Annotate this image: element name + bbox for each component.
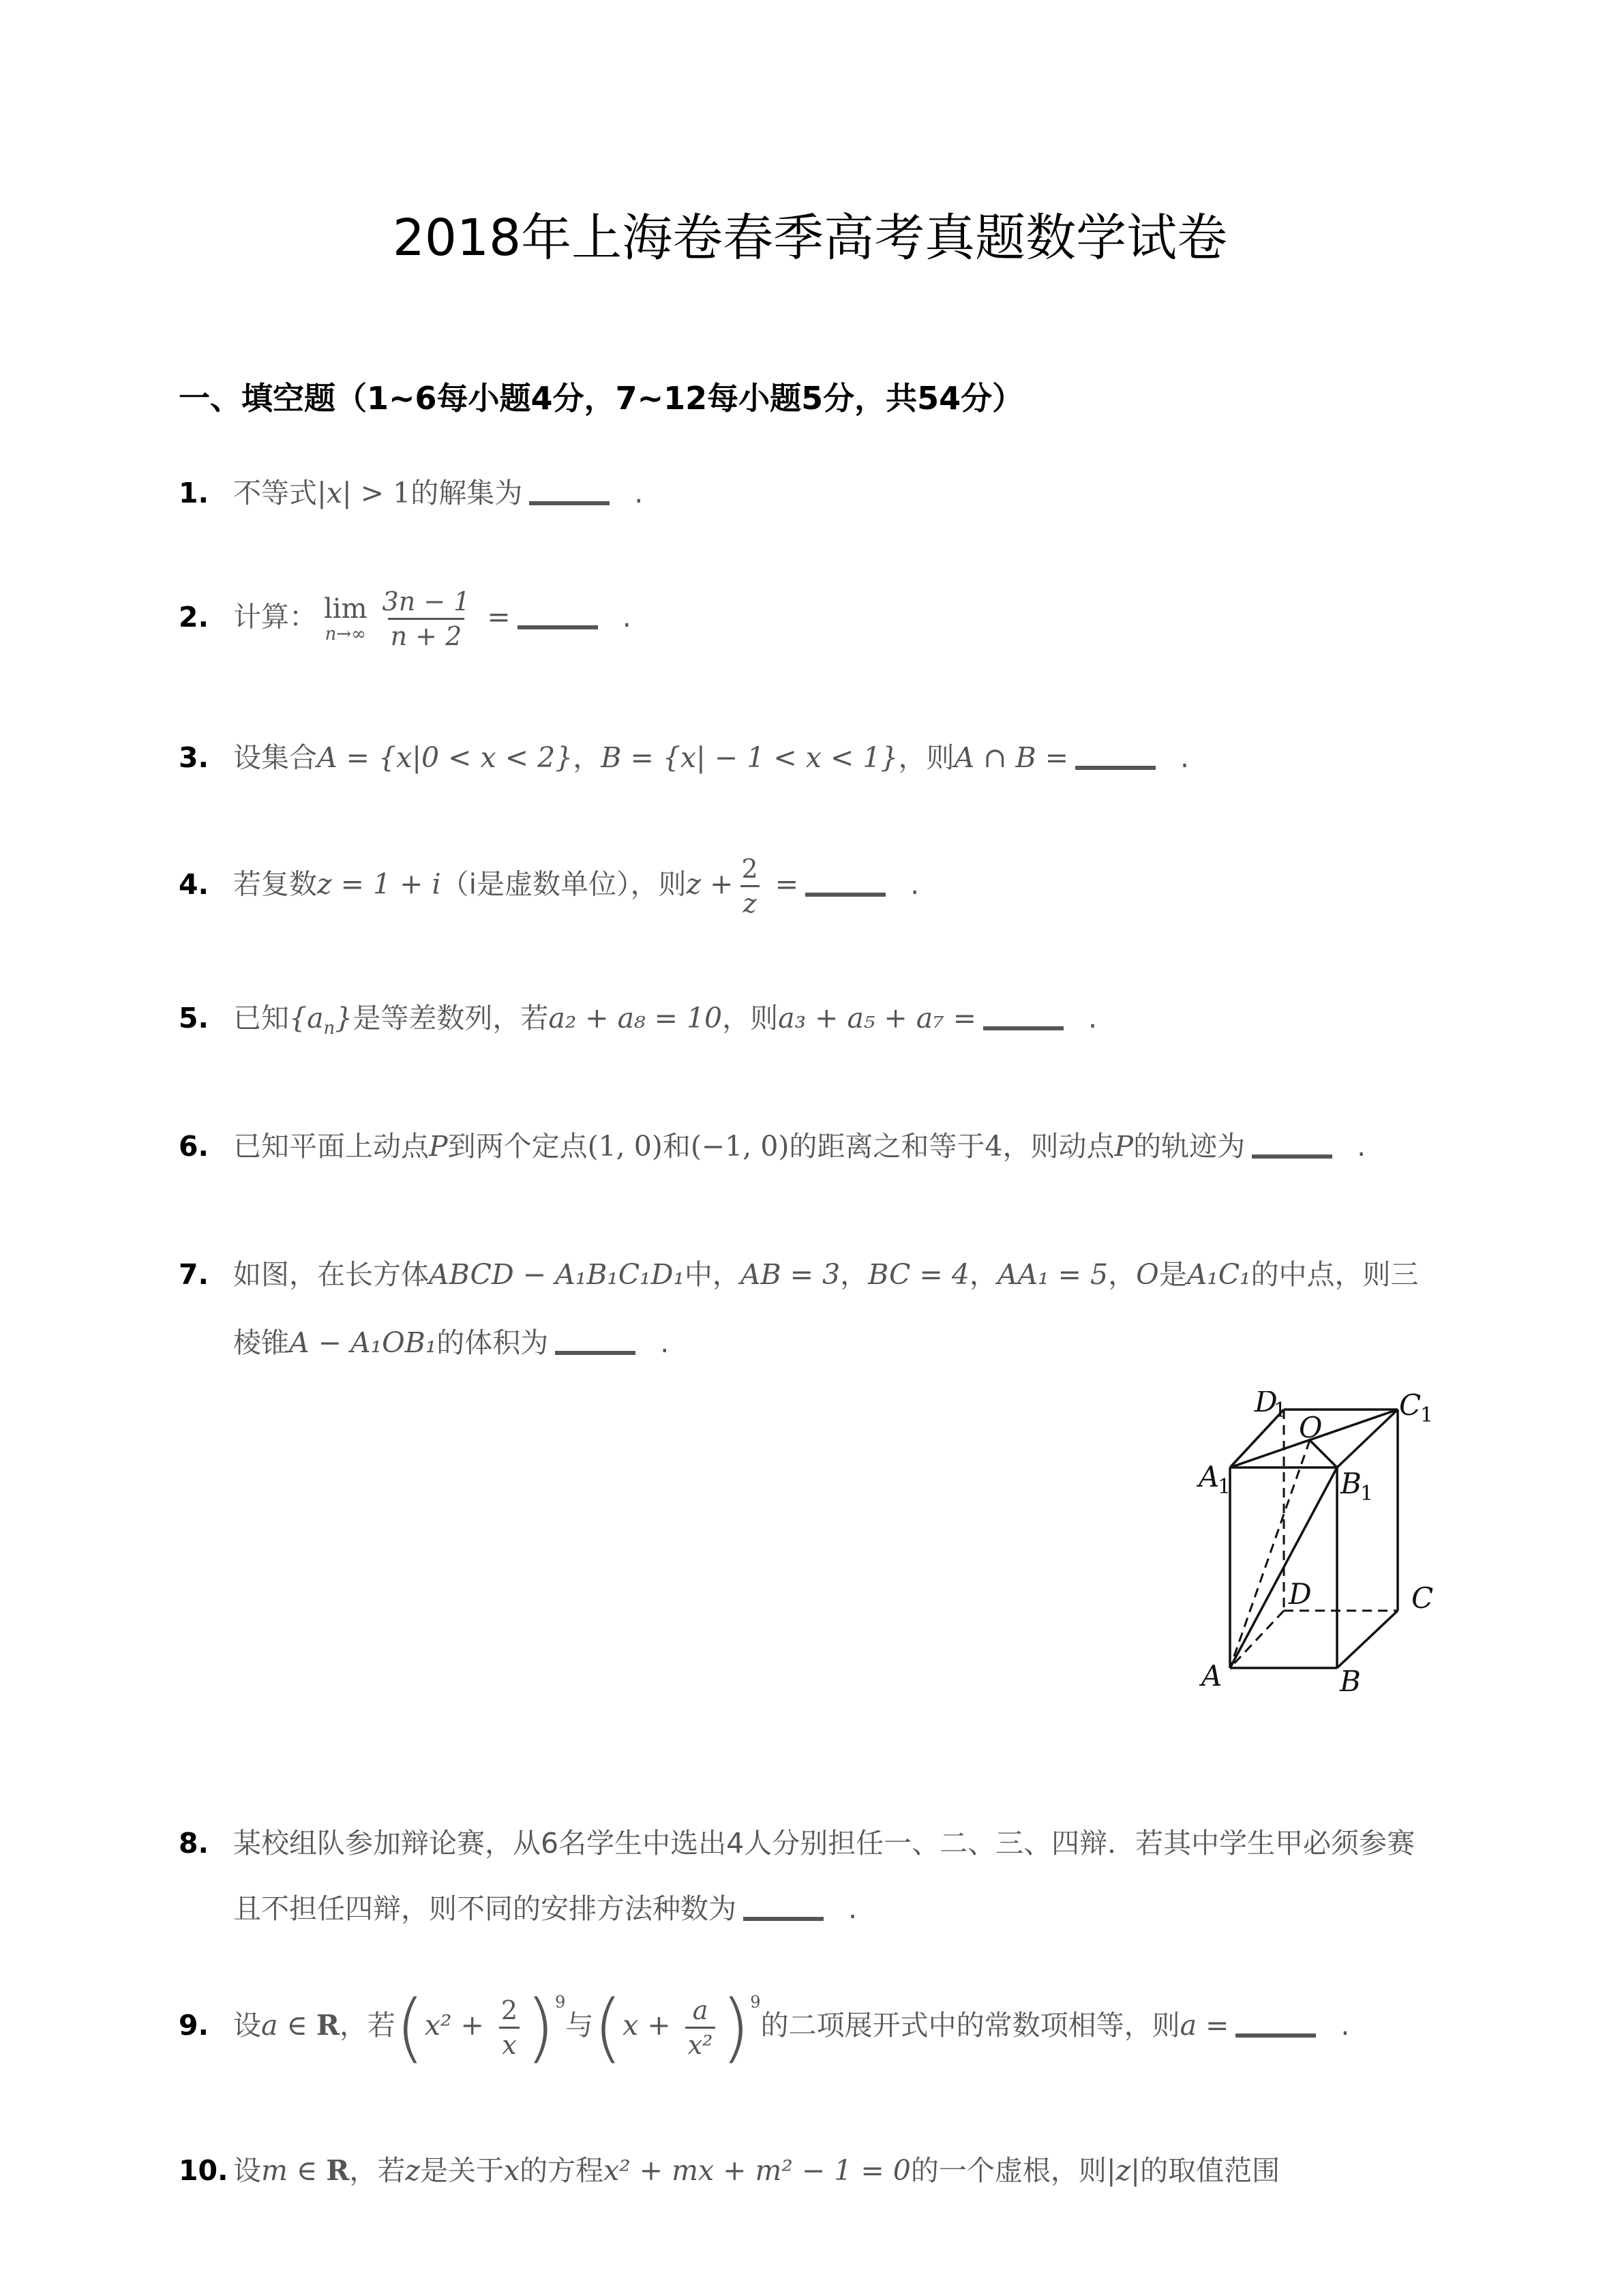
answer-blank[interactable] xyxy=(983,1026,1064,1030)
answer-blank[interactable] xyxy=(805,893,886,897)
fraction: $\frac{2}{z}$ xyxy=(741,854,758,919)
page-title: 2018年上海卷春季高考真题数学试卷 xyxy=(392,209,1228,267)
svg-text:1: 1 xyxy=(1360,1482,1374,1506)
answer-blank[interactable] xyxy=(743,1917,824,1921)
question-4: 4. 若复数z = 1 + i（i是虚数单位），则z + $\frac{2}{z}$ = . xyxy=(179,854,920,919)
svg-text:O: O xyxy=(1299,1411,1323,1444)
section-heading: 一、填空题（1~6每小题4分，7~12每小题5分，共54分） xyxy=(179,380,1024,417)
answer-blank[interactable] xyxy=(1075,766,1156,770)
svg-text:D: D xyxy=(1255,1391,1278,1418)
limit-expression: lim n→∞ xyxy=(324,593,368,644)
question-number: 2. xyxy=(179,600,209,633)
svg-text:C: C xyxy=(1411,1581,1434,1615)
question-number: 6. xyxy=(179,1130,209,1163)
fraction: $\frac{a}{\text{x²}}$ xyxy=(685,1994,716,2061)
question-7: 7. 如图，在长方体ABCD − A₁B₁C₁D₁中，AB = 3，BC = 4，AA₁ = 5，O是A₁C₁的中点，则三 棱锥A − A₁OB₁的体积为 . xyxy=(179,1258,1419,1359)
question-number: 10. xyxy=(179,2154,228,2187)
cuboid-figure xyxy=(1186,1391,1459,1732)
question-5: 5. 已知$\{a_n\}$是等差数列，若a₂ + a₈ = 10，则a₃ + a₅ + a₇ = . xyxy=(179,1002,1098,1039)
fraction: $\frac{2}{x}$ xyxy=(498,1994,520,2061)
svg-text:B: B xyxy=(1340,1467,1362,1500)
answer-blank[interactable] xyxy=(518,625,598,629)
question-number: 4. xyxy=(179,867,209,901)
question-number: 7. xyxy=(179,1258,209,1291)
svg-text:B: B xyxy=(1340,1665,1361,1698)
question-number: 8. xyxy=(179,1827,209,1860)
question-9: 9. 设a ∈ R，若(x² + $\frac{2}{x}$ )$^9$与(x + $\frac{a}{\text{x²}}$ )$^9$的二项展开式中的常数项相等，则a = . xyxy=(179,1984,1350,2071)
svg-text:A: A xyxy=(1201,1659,1222,1693)
svg-text:1: 1 xyxy=(1274,1399,1287,1422)
question-7-line-2: 棱锥A − A₁OB₁的体积为 . xyxy=(233,1326,670,1359)
answer-blank[interactable] xyxy=(1235,2033,1316,2038)
answer-blank[interactable] xyxy=(1252,1154,1332,1159)
question-2: 2. 计算： lim n→∞ $\frac{3n - 1}{n + 2}$ = . xyxy=(179,586,631,651)
svg-text:1: 1 xyxy=(1420,1403,1434,1427)
question-number: 1. xyxy=(179,477,209,509)
svg-text:D: D xyxy=(1289,1577,1312,1611)
question-8: 8. 某校组队参加辩论赛，从6名学生中选出4人分别担任一、二、三、四辩．若其中学生甲必须参赛 且不担任四辩，则不同的安排方法种数为 . xyxy=(179,1827,1415,1925)
question-1: 1. 不等式|x| > 1的解集为 . xyxy=(179,477,644,509)
question-number: 9. xyxy=(179,2009,209,2042)
svg-text:1: 1 xyxy=(1218,1475,1231,1499)
question-3: 3. 设集合A = {x|0 < x < 2}，B = {x| − 1 < x < 1}，则A ∩ B = . xyxy=(179,741,1190,774)
question-number: 3. xyxy=(179,741,209,774)
fraction: $\frac{3n - 1}{n + 2}$ xyxy=(382,586,470,651)
question-8-line-2: 且不担任四辩，则不同的安排方法种数为 . xyxy=(233,1892,858,1925)
answer-blank[interactable] xyxy=(555,1351,635,1355)
answer-blank[interactable] xyxy=(529,501,610,505)
svg-text:A: A xyxy=(1199,1460,1220,1493)
question-6: 6. 已知平面上动点P到两个定点(1, 0)和(−1, 0)的距离之和等于4，则动点P的轨迹为 . xyxy=(179,1130,1366,1163)
question-10: 10. 设m ∈ R，若z是关于x的方程x² + mx + m² − 1 = 0的一个虚根，则|z|的取值范围 xyxy=(179,2154,1280,2187)
svg-text:C: C xyxy=(1399,1391,1422,1422)
question-number: 5. xyxy=(179,1002,209,1034)
